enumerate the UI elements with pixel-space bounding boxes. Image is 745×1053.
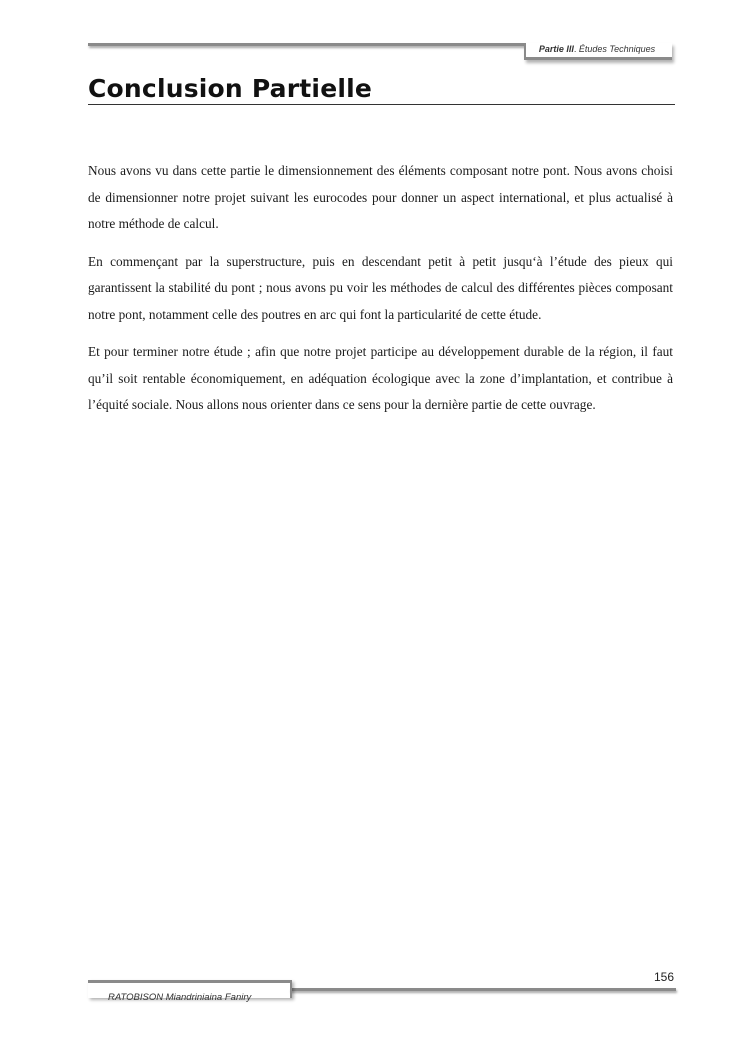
footer-author: RATOBISON Miandriniaina Faniry: [108, 992, 252, 1003]
header-rule: [88, 43, 526, 46]
header-part-label: Partie III: [538, 44, 574, 54]
title-underline: [88, 104, 675, 105]
paragraph-3: Et pour terminer notre étude ; afin que notre projet participe au développement durable de la région, il faut qu’il soit rentable économiquement, en adéquation écologique avec la zone d’implantation, et contribue à l’équité sociale. Nous allons nous orienter dans ce sens pour la dernière partie de cette ouvrage.: [88, 344, 673, 412]
paragraph-2: En commençant par la superstructure, puis en descendant petit à petit jusqu‘à l’étude des pieux qui garantissent la stabilité du pont ; nous avons pu voir les méthodes de calcul des différentes pièces composant notre pont, notamment celle des poutres en arc qui font la particularité de cette étude.: [88, 253, 673, 322]
paragraph-1: Nous avons vu dans cette partie le dimensionnement des éléments composant notre pont. Nous avons choisi de dimensionner notre projet suivant les eurocodes pour donner un aspect international, et plus actualisé à notre méthode de calcul.: [88, 163, 673, 231]
page-title: Conclusion Partielle: [88, 74, 373, 103]
header-section-label: Études Techniques: [578, 44, 656, 54]
body-text: [88, 158, 673, 430]
header-separator: .: [573, 44, 579, 54]
page-number: 156: [653, 970, 674, 984]
running-header: [524, 43, 670, 55]
footer-rule: [290, 988, 676, 991]
